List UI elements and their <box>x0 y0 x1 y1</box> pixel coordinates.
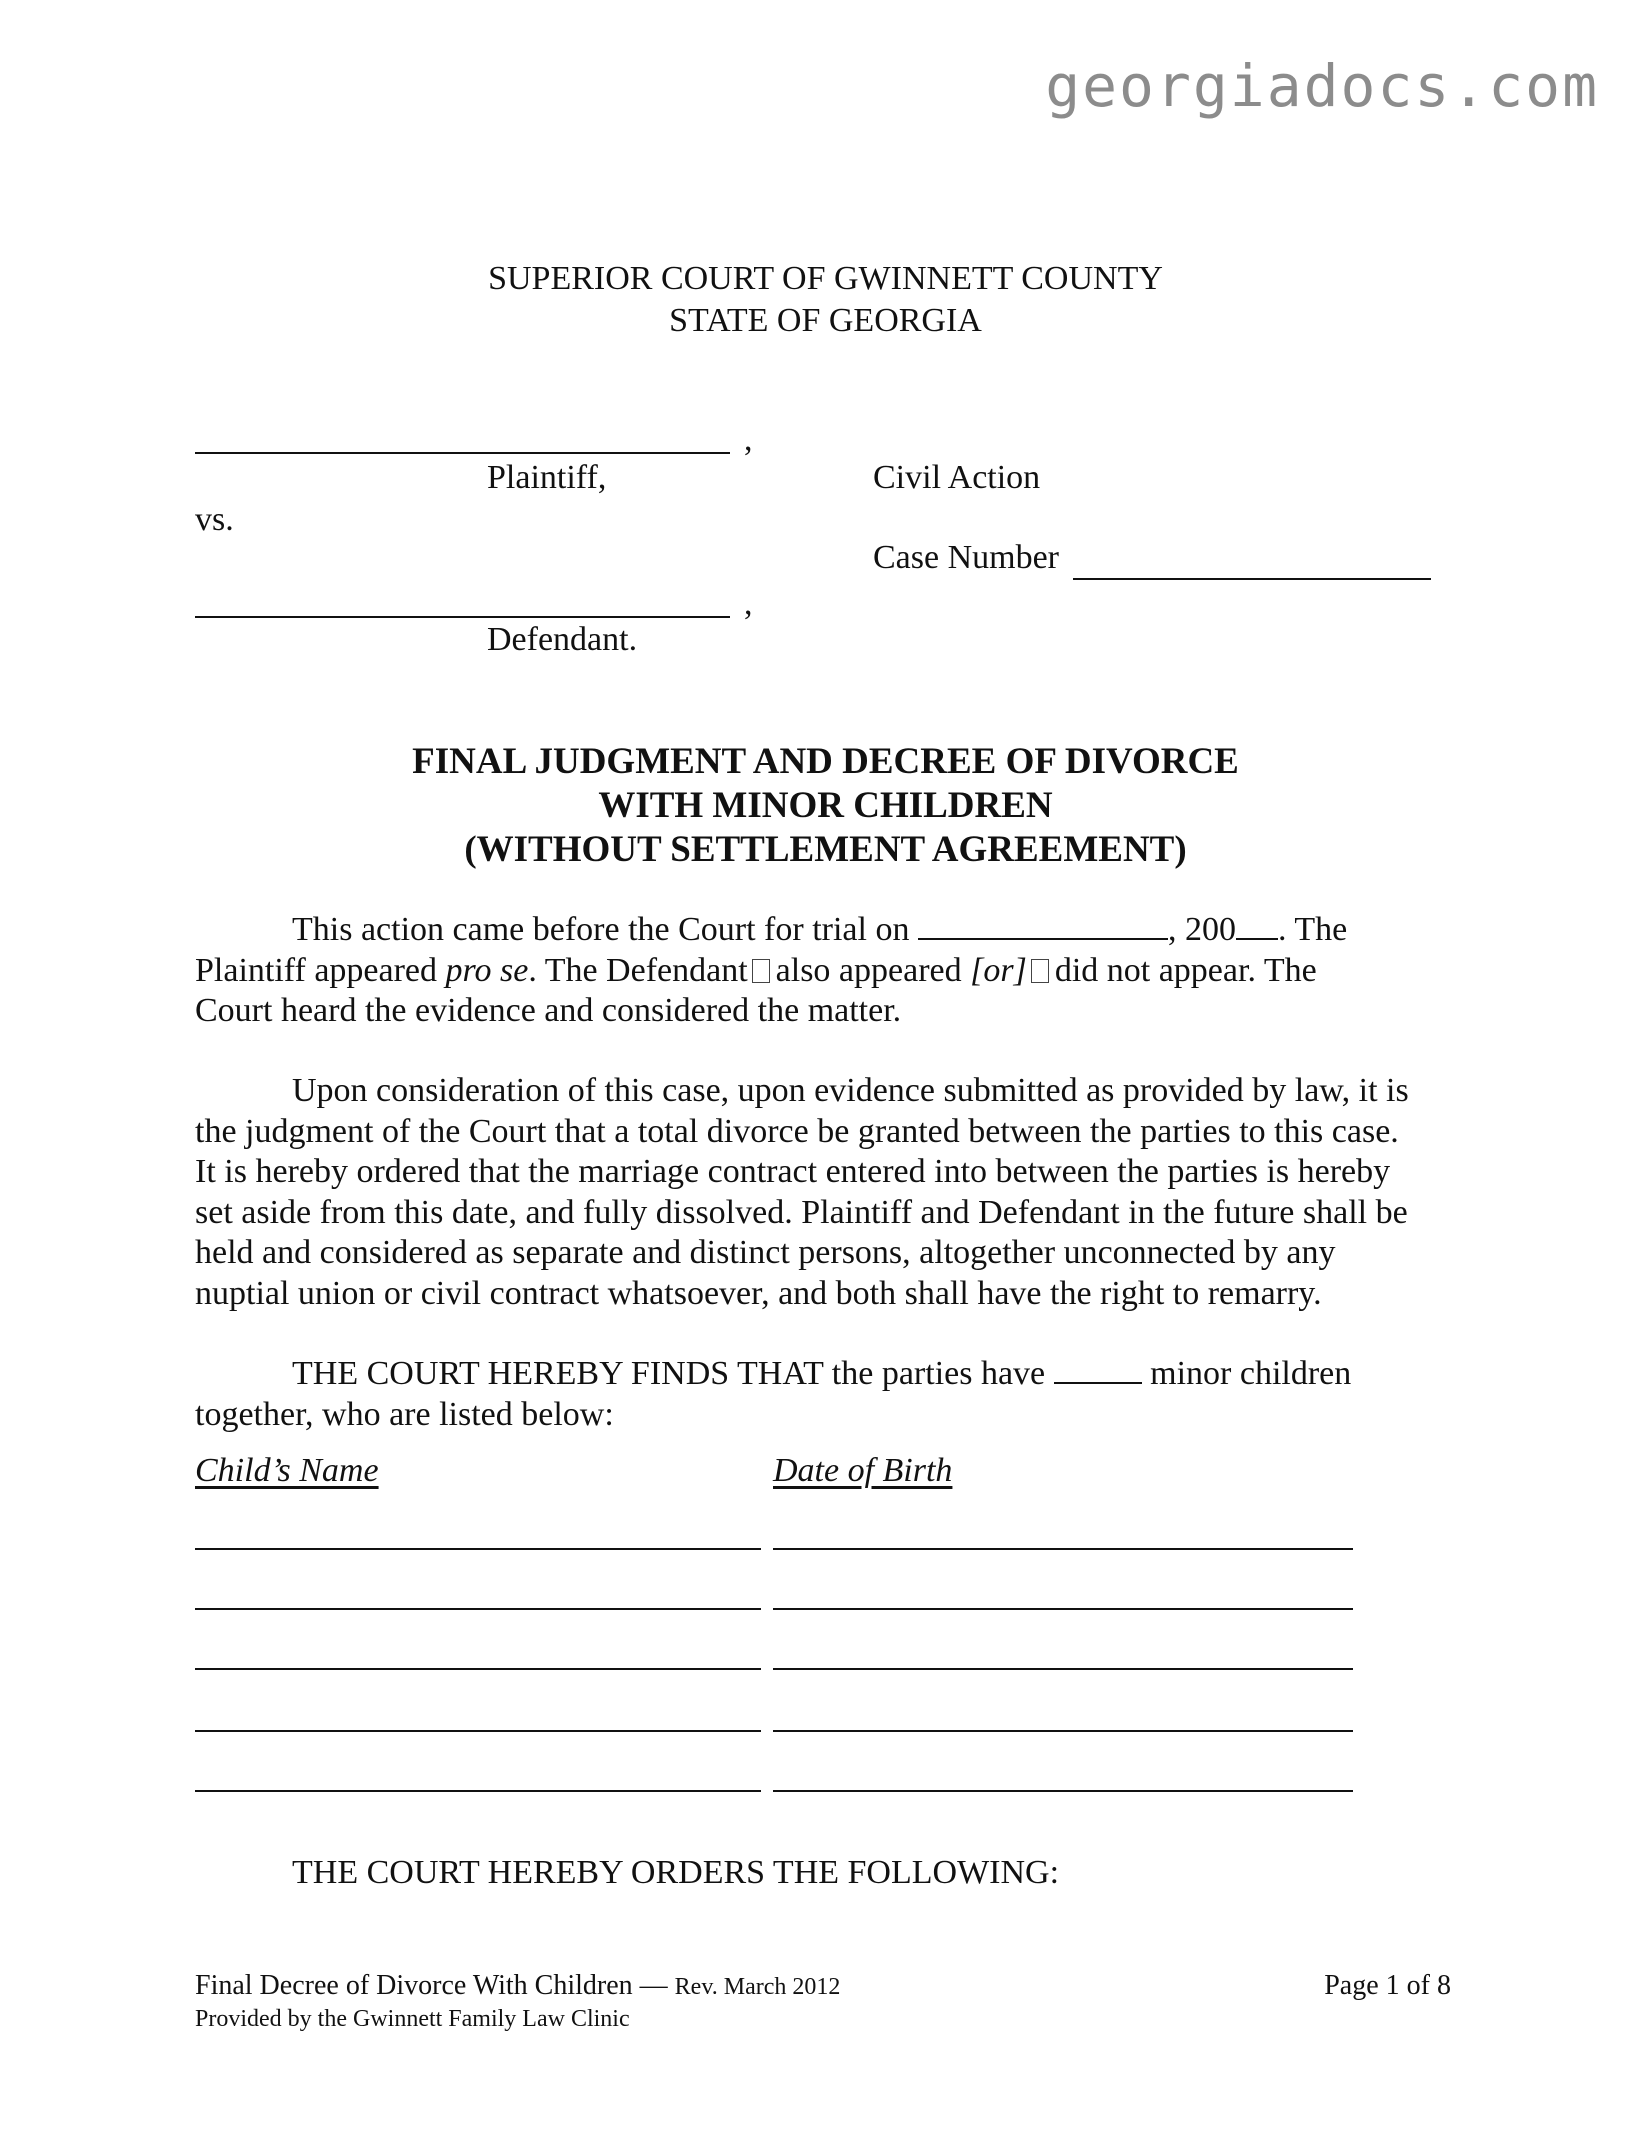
judgment-paragraph <box>195 1071 1460 1314</box>
footer-revision: Rev. March 2012 <box>674 1974 841 2000</box>
plaintiff-comma: , <box>744 421 753 458</box>
judgment-line-1: Upon consideration of this case, upon evidence submitted as provided by law, it is <box>292 1072 1409 1109</box>
footer-form-line: Final Decree of Divorce With Children — Rev. March 2012 <box>195 1970 841 2001</box>
trial-paragraph <box>195 910 1460 1032</box>
footer-left <box>195 1970 840 2035</box>
trial-line-1: This action came before the Court for trial on , 200 . The <box>292 911 1348 948</box>
child-name-line-4[interactable] <box>195 1730 761 1732</box>
date-of-birth-header: Date of Birth <box>773 1452 953 1489</box>
defendant-label: Defendant. <box>487 621 638 658</box>
case-number-line <box>1073 578 1431 580</box>
defendant-did-not-appear-checkbox[interactable] <box>1031 959 1049 983</box>
child-dob-line-3[interactable] <box>773 1668 1353 1670</box>
court-state: STATE OF GEORGIA <box>669 302 982 339</box>
judgment-line-3: It is hereby ordered that the marriage contract entered into between the parties is hereby <box>195 1153 1391 1190</box>
child-dob-line-1[interactable] <box>773 1548 1353 1550</box>
civil-action-label: Civil Action <box>873 459 1041 496</box>
defendant-appeared-checkbox[interactable] <box>752 959 770 983</box>
footer-provider: Provided by the Gwinnett Family Law Clinic <box>195 2006 630 2032</box>
orders-heading: THE COURT HEREBY ORDERS THE FOLLOWING: <box>292 1854 1060 1891</box>
children-line-1: THE COURT HEREBY FINDS THAT the parties have minor children <box>292 1355 1352 1392</box>
document-title <box>0 740 1651 872</box>
child-name-line-2[interactable] <box>195 1608 761 1610</box>
judgment-line-6: nuptial union or civil contract whatsoever, and both shall have the right to remarry. <box>195 1274 1322 1312</box>
child-name-line-5[interactable] <box>195 1790 761 1792</box>
child-dob-line-4[interactable] <box>773 1730 1353 1732</box>
title-line-1: FINAL JUDGMENT AND DECREE OF DIVORCE <box>412 741 1239 782</box>
child-name-line-1[interactable] <box>195 1548 761 1550</box>
children-line-2: together, who are listed below: <box>195 1395 614 1433</box>
court-header <box>0 258 1651 342</box>
vs-label: vs. <box>195 501 234 538</box>
children-count-blank <box>1054 1354 1142 1384</box>
child-name-header: Child’s Name <box>195 1452 379 1489</box>
title-line-3: (WITHOUT SETTLEMENT AGREEMENT) <box>464 829 1187 870</box>
child-dob-line-5[interactable] <box>773 1790 1353 1792</box>
footer-form-name: Final Decree of Divorce With Children <box>195 1970 633 2001</box>
trial-line-2: Plaintiff appeared pro se. The Defendant also appeared [or] did not appear. The <box>195 951 1317 989</box>
judgment-line-2: the judgment of the Court that a total divorce be granted between the parties to this case. <box>195 1112 1399 1150</box>
trial-line-3: Court heard the evidence and considered the matter. <box>195 992 902 1029</box>
defendant-comma: , <box>744 585 753 622</box>
title-line-2: WITH MINOR CHILDREN <box>598 785 1053 826</box>
defendant-name-line <box>195 616 730 618</box>
page-number: Page 1 of 8 <box>1324 1970 1451 2001</box>
child-name-line-3[interactable] <box>195 1668 761 1670</box>
case-number-label: Case Number <box>873 539 1060 576</box>
trial-date-blank <box>918 910 1168 940</box>
judgment-line-4: set aside from this date, and fully dissolved. Plaintiff and Defendant in the future shall be <box>195 1193 1408 1231</box>
child-dob-line-2[interactable] <box>773 1608 1353 1610</box>
court-name: SUPERIOR COURT OF GWINNETT COUNTY <box>488 260 1163 297</box>
trial-year-blank <box>1236 910 1278 940</box>
plaintiff-name-line <box>195 452 730 454</box>
judgment-line-5: held and considered as separate and distinct persons, altogether unconnected by any <box>195 1234 1336 1271</box>
watermark-logo: georgiadocs.com <box>1045 52 1599 120</box>
plaintiff-label: Plaintiff, <box>487 459 607 496</box>
children-finding-paragraph <box>195 1354 1460 1435</box>
